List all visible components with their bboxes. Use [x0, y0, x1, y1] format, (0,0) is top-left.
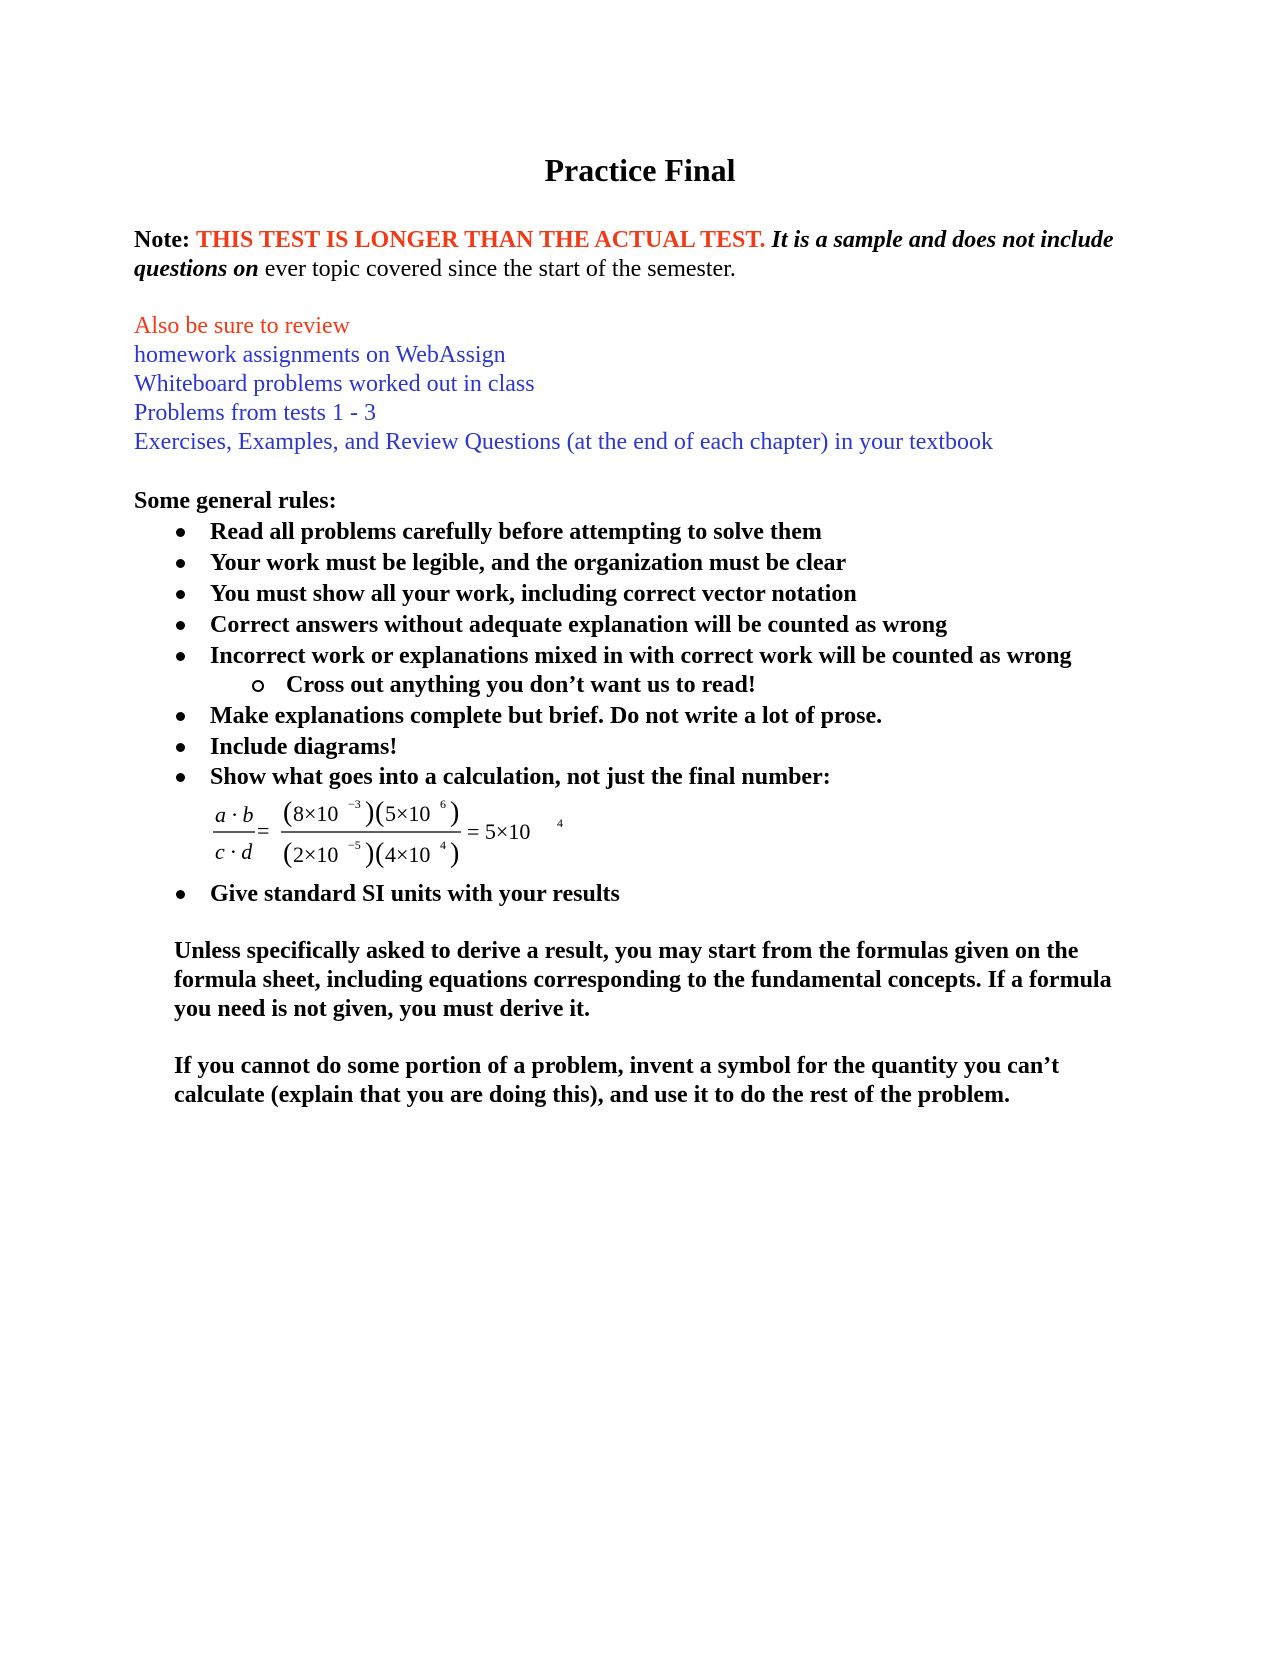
rule-sub-text: Cross out anything you don’t want us to read!	[286, 672, 756, 698]
example-formula	[205, 796, 605, 876]
note-rest: ever topic covered since the start of the semester.	[264, 256, 736, 282]
review-item: Exercises, Examples, and Review Questions (at the end of each chapter) in your textbook	[134, 429, 994, 455]
formula-result: = 5×10	[467, 819, 531, 844]
review-list	[134, 312, 1154, 457]
formula-den-b-exp: 4	[440, 838, 446, 852]
rules-heading: Some general rules:	[134, 488, 337, 514]
formula-graphic	[205, 796, 605, 876]
rule-text: Show what goes into a calculation, not just the final number:	[210, 764, 831, 790]
bullet-icon	[176, 890, 185, 899]
paren-close-2: )	[450, 797, 460, 828]
rule-text: Correct answers without adequate explanation will be counted as wrong	[210, 612, 948, 638]
formula-num-a: 8×10	[293, 801, 339, 826]
bullet-icon	[176, 621, 185, 630]
bullet-icon	[176, 559, 185, 568]
page-title: Practice Final	[544, 152, 736, 188]
rule-text: Incorrect work or explanations mixed in with correct work will be counted as wrong	[210, 643, 1072, 669]
bullet-icon	[176, 528, 185, 537]
review-item: homework assignments on WebAssign	[134, 342, 506, 368]
bullet-icon	[176, 590, 185, 599]
bullet-icon	[176, 743, 185, 752]
formula-den-a: 2×10	[293, 842, 339, 867]
rule-text: Make explanations complete but brief. Do not write a lot of prose.	[210, 703, 883, 729]
formula-den-a-exp: −5	[348, 838, 361, 852]
rule-text: Your work must be legible, and the organization must be clear	[210, 550, 847, 576]
formula-lhs-denominator: c · d	[215, 839, 253, 864]
paren-close-4: )	[450, 838, 460, 869]
formula-num-b-exp: 6	[440, 797, 446, 811]
formula-lhs-numerator: a · b	[215, 802, 254, 827]
sub-bullet-icon	[252, 680, 264, 692]
rule-text: Read all problems carefully before attempting to solve them	[210, 519, 822, 545]
bullet-icon	[176, 652, 185, 661]
formula-num-a-exp: −3	[348, 797, 361, 811]
rule-text: Give standard SI units with your results	[210, 881, 620, 907]
note-label: Note:	[134, 227, 190, 253]
formula-equals: =	[257, 818, 270, 843]
derive-paragraph: Unless specifically asked to derive a result, you may start from the formulas given on the formula sheet, including equations corresponding to the fundamental concepts. If a formula you need is not given, you must derive it.	[174, 938, 1112, 1022]
review-item: Problems from tests 1 - 3	[134, 400, 376, 426]
review-intro: Also be sure to review	[134, 313, 350, 339]
paren-close-1: )	[365, 797, 375, 828]
symbol-paragraph: If you cannot do some portion of a problem, invent a symbol for the quantity you can’t calculate (explain that you are doing this), and use it to do the rest of the problem.	[174, 1053, 1060, 1108]
paren-open-1: (	[283, 797, 293, 828]
bullet-icon	[176, 712, 185, 721]
bullet-icon	[176, 773, 185, 782]
paren-open-3: (	[283, 838, 293, 869]
formula-result-exp: 4	[557, 816, 563, 830]
paren-open-2: (	[375, 797, 385, 828]
note-warning: THIS TEST IS LONGER THAN THE ACTUAL TEST.	[195, 227, 766, 253]
paren-open-4: (	[375, 838, 385, 869]
note-italic: It is a sample and does not include questions on	[134, 227, 1114, 282]
rule-text: Include diagrams!	[210, 734, 398, 760]
formula-den-b: 4×10	[385, 842, 431, 867]
note-paragraph	[134, 226, 1134, 284]
rule-text: You must show all your work, including correct vector notation	[210, 581, 857, 607]
formula-num-b: 5×10	[385, 801, 431, 826]
review-item: Whiteboard problems worked out in class	[134, 371, 535, 397]
paren-close-3: )	[365, 838, 375, 869]
